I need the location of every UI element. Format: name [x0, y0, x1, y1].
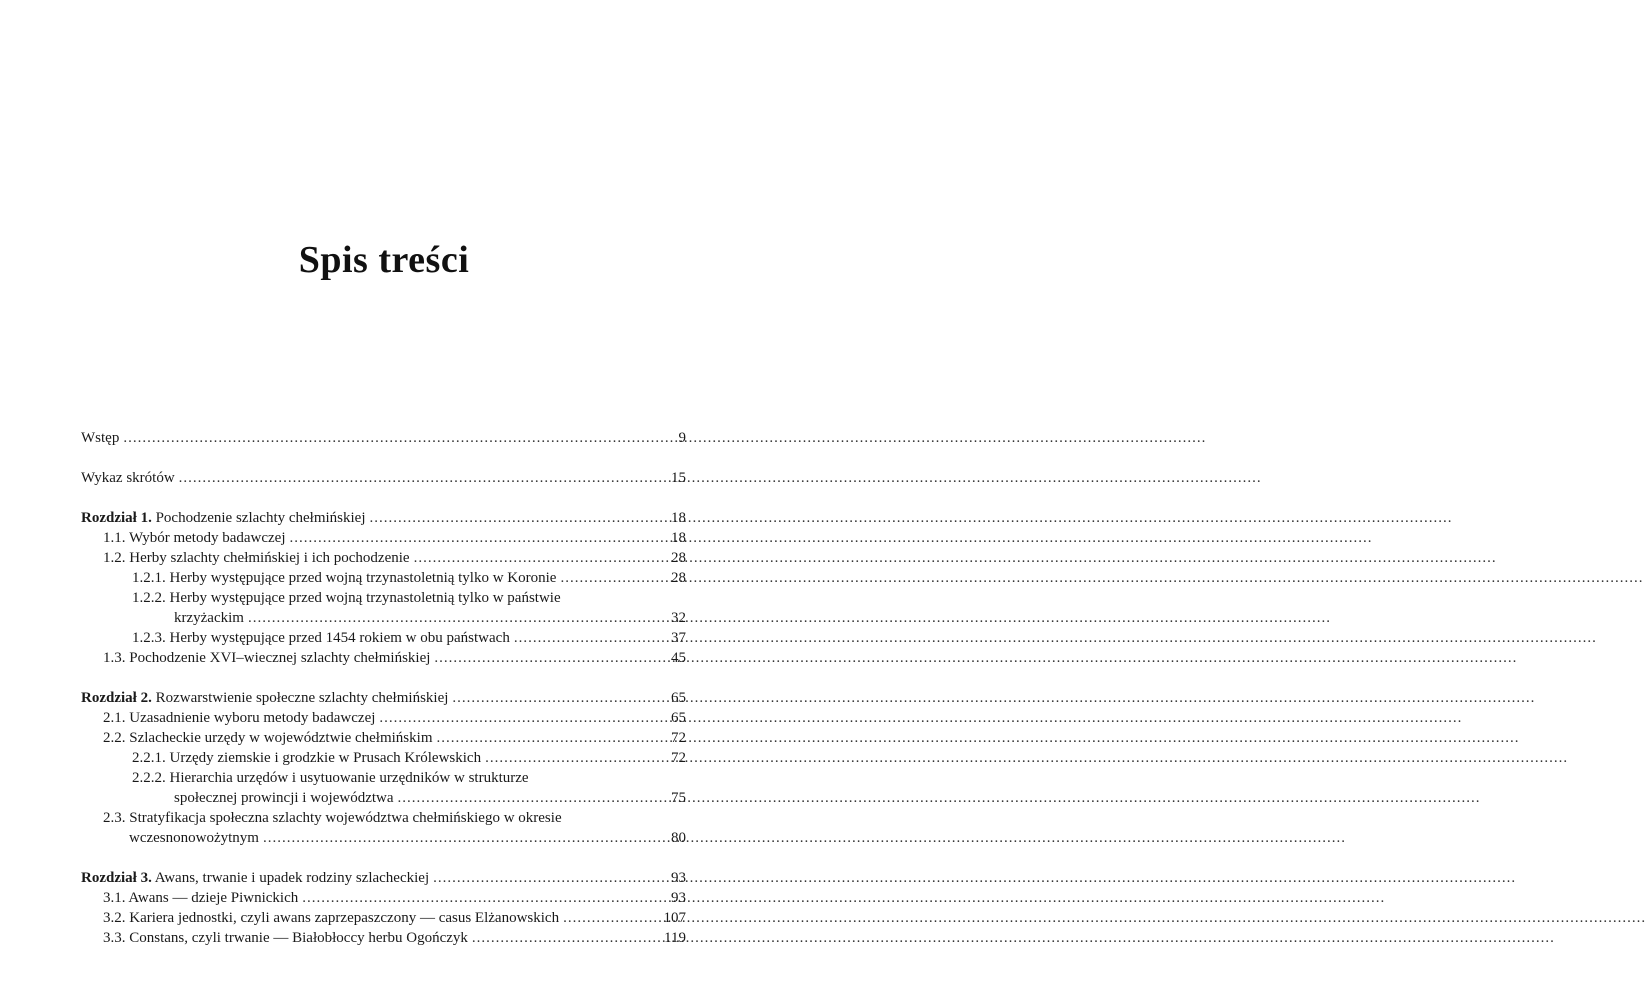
toc-group-chapter-3: [81, 868, 686, 948]
table-of-contents: [81, 428, 686, 968]
toc-page-number: 9: [678, 430, 686, 446]
toc-page-number: 28: [671, 570, 686, 586]
chapter-prefix: Rozdział 1.: [81, 510, 152, 526]
toc-page-number: 65: [671, 690, 686, 706]
toc-entry-title: 3.3. Constans, czyli trwanie — Białobłoccy herbu Ogończyk: [103, 930, 468, 946]
toc-entry-title: [81, 508, 366, 528]
toc-group-chapter-2: [81, 688, 686, 848]
page-title: Spis treści: [298, 239, 470, 281]
toc-entry-3-1[interactable]: [81, 888, 686, 908]
toc-leader-dots: [434, 648, 638, 668]
toc-entry-title: [81, 688, 448, 708]
toc-entry-title: 2.2. Szlacheckie urzędy w województwie chełmińskim: [103, 730, 433, 746]
toc-entry-2-2-2-line1[interactable]: 2.2.2. Hierarchia urzędów i usytuowanie urzędników w strukturze: [132, 770, 529, 786]
toc-leader-dots: [560, 568, 638, 588]
chapter-title: Awans, trwanie i upadek rodziny szlacheckiej: [154, 870, 430, 886]
toc-entry-2-2-2[interactable]: [81, 788, 686, 808]
toc-leader-dots: [370, 508, 638, 528]
toc-entry-title-continued: krzyżackim: [174, 610, 244, 626]
toc-entry-1-2[interactable]: [81, 548, 686, 568]
toc-group-chapter-1: [81, 508, 686, 668]
toc-page-number: 37: [671, 630, 686, 646]
toc-entry-wykaz-skrotow[interactable]: [81, 468, 686, 488]
chapter-title: Pochodzenie szlachty chełmińskiej: [155, 510, 366, 526]
toc-entry-title: Wykaz skrótów: [81, 470, 175, 486]
toc-entry-1-2-1[interactable]: [81, 568, 686, 588]
toc-entry-title: 1.2.3. Herby występujące przed 1454 rokiem w obu państwach: [132, 630, 510, 646]
toc-entry-title: [81, 868, 429, 888]
toc-entry-3-3[interactable]: [81, 928, 686, 948]
toc-entry-title: 1.2.1. Herby występujące przed wojną trzynastoletnią tylko w Koronie: [132, 570, 557, 586]
toc-leader-dots: [485, 748, 638, 768]
toc-entry-1-2-3[interactable]: [81, 628, 686, 648]
toc-entry-1-1[interactable]: [81, 528, 686, 548]
toc-leader-dots: [179, 468, 638, 488]
toc-entry-title-continued: społecznej prowincji i województwa: [174, 790, 394, 806]
toc-entry-title-continued: wczesnonowożytnym: [129, 830, 259, 846]
toc-entry-title: 3.2. Kariera jednostki, czyli awans zaprzepaszczony — casus Elżanowskich: [103, 910, 560, 926]
toc-entry-wstep[interactable]: [81, 428, 686, 448]
toc-leader-dots: [290, 528, 638, 548]
toc-page-number: 28: [671, 550, 686, 566]
toc-entry-2-1[interactable]: [81, 708, 686, 728]
toc-page-number: 107: [663, 910, 686, 926]
chapter-prefix: Rozdział 3.: [81, 870, 152, 886]
toc-entry-3-2[interactable]: [81, 908, 686, 928]
chapter-title: Rozwarstwienie społeczne szlachty chełmińskiej: [155, 690, 449, 706]
toc-entry-title: 3.1. Awans — dzieje Piwnickich: [103, 890, 299, 906]
toc-entry-title: Wstęp: [81, 430, 120, 446]
toc-leader-dots: [514, 628, 638, 648]
toc-leader-dots: [248, 608, 638, 628]
toc-leader-dots: [302, 888, 638, 908]
toc-leader-dots: [563, 908, 638, 928]
toc-entry-1-3[interactable]: [81, 648, 686, 668]
toc-page-number: 18: [671, 510, 686, 526]
toc-entry-title: 2.2.1. Urzędy ziemskie i grodzkie w Prusach Królewskich: [132, 750, 482, 766]
toc-page-number: 15: [671, 470, 686, 486]
toc-entry-title: 1.2. Herby szlachty chełmińskiej i ich pochodzenie: [103, 550, 410, 566]
toc-leader-dots: [452, 688, 638, 708]
toc-entry-chapter-2[interactable]: [81, 688, 686, 708]
toc-page-number: 93: [671, 870, 686, 886]
toc-leader-dots: [472, 928, 638, 948]
toc-entry-1-2-2-line1[interactable]: 1.2.2. Herby występujące przed wojną trzynastoletnią tylko w państwie: [132, 590, 561, 606]
toc-entry-2-2-1[interactable]: [81, 748, 686, 768]
toc-entry-1-2-2[interactable]: [81, 608, 686, 628]
toc-page-number: 72: [671, 730, 686, 746]
toc-group-intro: [81, 428, 686, 448]
toc-entry-title: 1.1. Wybór metody badawczej: [103, 530, 286, 546]
toc-page-number: 93: [671, 890, 686, 906]
toc-leader-dots: [433, 868, 638, 888]
toc-leader-dots: [379, 708, 638, 728]
toc-page-number: 32: [671, 610, 686, 626]
toc-page-number: 45: [671, 650, 686, 666]
toc-page-number: 75: [671, 790, 686, 806]
toc-leader-dots: [123, 428, 638, 448]
toc-page-number: 119: [664, 930, 686, 946]
toc-entry-title: 1.3. Pochodzenie XVI–wiecznej szlachty chełmińskiej: [103, 650, 431, 666]
toc-entry-2-3-line1[interactable]: 2.3. Stratyfikacja społeczna szlachty województwa chełmińskiego w okresie: [103, 810, 562, 826]
toc-entry-title: 2.1. Uzasadnienie wyboru metody badawczej: [103, 710, 376, 726]
toc-leader-dots: [436, 728, 638, 748]
toc-entry-chapter-3[interactable]: [81, 868, 686, 888]
toc-page-number: 65: [671, 710, 686, 726]
toc-entry-2-3[interactable]: [81, 828, 686, 848]
toc-leader-dots: [398, 788, 638, 808]
toc-entry-chapter-1[interactable]: [81, 508, 686, 528]
toc-leader-dots: [414, 548, 638, 568]
toc-page-number: 72: [671, 750, 686, 766]
chapter-prefix: Rozdział 2.: [81, 690, 152, 706]
toc-entry-2-2[interactable]: [81, 728, 686, 748]
toc-group-abbreviations: [81, 468, 686, 488]
toc-page-number: 80: [671, 830, 686, 846]
toc-leader-dots: [263, 828, 638, 848]
toc-page-number: 18: [671, 530, 686, 546]
